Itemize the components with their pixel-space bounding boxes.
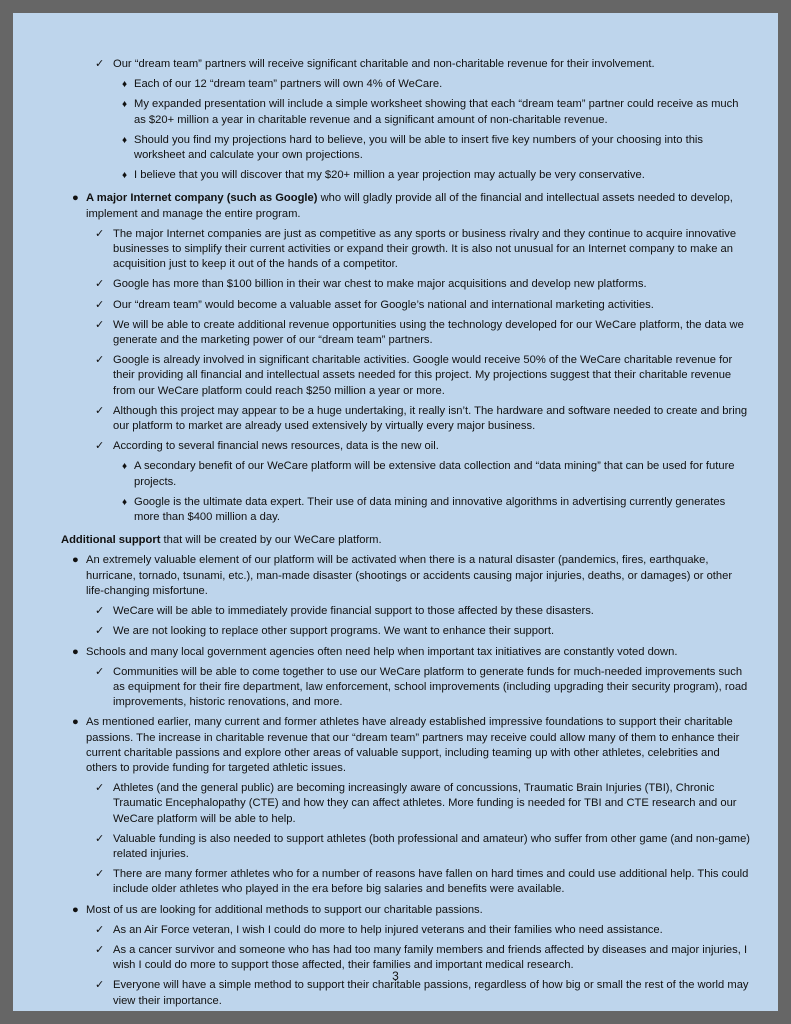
item-text: As mentioned earlier, many current and former athletes have already established impressive foundations to support their charitable passions. The increase in charitable revenue that our “dream team” partners may receive could allow many of them to enhance their current charitable passions and explore other areas of valuable support, including teaming up with other athletes, celebrities and others to provide funding for targeted athletic issues.	[86, 716, 740, 774]
checkmark-icon: ✓	[95, 354, 105, 367]
checkmark-icon: ✓	[95, 832, 105, 845]
checkmark-item	[95, 353, 752, 399]
diamond-subitem	[122, 133, 752, 163]
bullet-item	[72, 903, 752, 918]
page-number: 3	[392, 969, 399, 983]
bullet-icon: ●	[72, 645, 79, 658]
item-text: Each of our 12 “dream team” partners will own 4% of WeCare.	[134, 78, 443, 91]
item-text: Although this project may appear to be a huge undertaking, it really isn’t. The hardware and software needed to create and bring our platform to market are already used extensively by virtually every major business.	[113, 404, 748, 433]
bullet-icon: ●	[72, 554, 79, 567]
checkmark-icon: ✓	[95, 404, 105, 417]
item-text: Everyone will have a simple method to support their charitable passions, regardless of how big or small the rest of the world may view their importance.	[113, 979, 749, 1007]
checkmark-item	[95, 665, 752, 711]
checkmark-icon: ✓	[95, 979, 105, 992]
item-text: We are not looking to replace other support programs. We want to enhance their support.	[113, 625, 555, 638]
item-text: Google has more than $100 billion in their war chest to make major acquisitions and develop new platforms.	[113, 278, 647, 291]
item-text: WeCare will be able to immediately provide financial support to those affected by these disasters.	[113, 605, 594, 618]
checkmark-item	[95, 404, 752, 434]
item-text: The major Internet companies are just as competitive as any sports or business rivalry and they continue to acquire innovative businesses to simplify their current activities or expand their growth. It is also not unusual for an Internet company to make an acquisition just to keep it out of the hands of a competitor.	[113, 227, 737, 271]
checkmark-icon: ✓	[95, 58, 105, 70]
checkmark-item	[95, 277, 752, 292]
item-text: A secondary benefit of our WeCare platform will be extensive data collection and “data mining” that can be used for future projects.	[134, 460, 735, 488]
checkmark-icon: ✓	[95, 625, 105, 638]
bullet-icon: ●	[72, 192, 79, 205]
item-text: Google is the ultimate data expert. Their use of data mining and innovative algorithms in advertising currently generates more than $400 million a day.	[134, 495, 726, 524]
checkmark-icon: ✓	[95, 227, 105, 240]
checkmark-item	[95, 832, 752, 862]
bold-lead-text: A major Internet company (such as Google)	[86, 192, 318, 205]
item-text: Valuable funding is also needed to support athletes (both professional and amateur) who suffer from other game (and non-game) related injuries.	[113, 832, 751, 860]
item-text: that will be created by our WeCare platform.	[160, 534, 382, 547]
item-text: Our “dream team” partners will receive significant charitable and non-charitable revenue for their involvement.	[113, 58, 655, 70]
checkmark-icon: ✓	[95, 782, 105, 795]
checkmark-item	[95, 227, 752, 273]
checkmark-item	[95, 624, 752, 639]
diamond-icon: ♦	[122, 170, 128, 182]
item-text: Google is already involved in significant charitable activities. Google would receive 50% of the WeCare charitable revenue for their providing all financial and intellectual assets needed for this project. My projections suggest that their charitable revenue from our WeCare platform could reach $250 million a year or more.	[113, 354, 733, 397]
item-text: I believe that you will discover that my $20+ million a year projection may actually be very conservative.	[134, 169, 645, 182]
diamond-icon: ♦	[122, 79, 128, 91]
checkmark-icon: ✓	[95, 665, 105, 678]
checkmark-icon: ✓	[95, 440, 105, 453]
checkmark-icon: ✓	[95, 318, 105, 331]
item-text: Should you find my projections hard to believe, you will be able to insert five key numbers of your choosing into this worksheet and calculate your own projections.	[134, 133, 704, 162]
bullet-icon: ●	[72, 903, 79, 916]
checkmark-icon: ✓	[95, 605, 105, 618]
item-text: Our “dream team” would become a valuable asset for Google’s national and international marketing activities.	[113, 298, 654, 311]
checkmark-icon: ✓	[95, 868, 105, 881]
item-text: who will gladly provide all of the financial and intellectual assets needed to develop, implement and manage the entire program.	[86, 192, 733, 220]
checkmark-item	[95, 439, 752, 454]
item-text: As a cancer survivor and someone who has had too many family members and friends affected by diseases and major injuries, I wish I could do more to support those affected, their families and important medical research.	[113, 943, 748, 972]
checkmark-item	[95, 604, 752, 619]
diamond-subitem	[122, 97, 752, 127]
item-text: Athletes (and the general public) are becoming increasingly aware of concussions, Traumatic Brain Injuries (TBI), Chronic Traumatic Encephalopathy (CTE) and how they can affect athletes. More funding is needed for TBI and CTE research and our WeCare platform will be able to help.	[113, 782, 737, 825]
bullet-item	[72, 715, 752, 776]
bullet-item	[72, 191, 752, 221]
page-content	[61, 57, 752, 1009]
item-text: According to several financial news resources, data is the new oil.	[113, 440, 439, 453]
diamond-subitem	[122, 168, 752, 183]
checkmark-item	[95, 298, 752, 313]
item-text: Schools and many local government agencies often need help when important tax initiatives are constantly voted down.	[86, 645, 678, 658]
checkmark-icon: ✓	[95, 923, 105, 936]
item-text: There are many former athletes who for a number of reasons have fallen on hard times and could use additional help. This could include older athletes who played in the era before big salaries and benefits were available.	[113, 868, 749, 896]
section-heading-paragraph	[61, 533, 752, 548]
diamond-subitem	[122, 495, 752, 525]
diamond-icon: ♦	[122, 461, 128, 473]
item-text: Most of us are looking for additional methods to support our charitable passions.	[86, 903, 483, 916]
checkmark-icon: ✓	[95, 298, 105, 311]
bullet-item	[72, 645, 752, 660]
checkmark-item	[95, 318, 752, 348]
item-text: We will be able to create additional revenue opportunities using the technology developed for our WeCare platform, the data we generate and the marketing power of our “dream team” partners.	[113, 318, 744, 347]
diamond-icon: ♦	[122, 496, 128, 508]
diamond-subitem	[122, 77, 752, 92]
diamond-icon: ♦	[122, 99, 128, 111]
diamond-subitem	[122, 459, 752, 489]
item-text: As an Air Force veteran, I wish I could do more to help injured veterans and their families who need assistance.	[113, 923, 663, 936]
bullet-item	[72, 553, 752, 599]
item-text: An extremely valuable element of our platform will be activated when there is a natural disaster (pandemics, fires, earthquake, hurricane, tornado, tsunami, etc.), man-made disaster (shootings or accidents causing major injuries, deaths, or damages) or other life-changing misfortune.	[86, 554, 733, 597]
diamond-icon: ♦	[122, 134, 128, 146]
item-text: My expanded presentation will include a simple worksheet showing that each “dream team” partner could receive as much as $20+ million a year in charitable revenue and a significant amount of non-charitable revenue.	[134, 98, 739, 126]
document-page	[13, 13, 778, 1011]
checkmark-icon: ✓	[95, 278, 105, 291]
checkmark-item	[95, 781, 752, 827]
checkmark-item	[95, 57, 752, 72]
bullet-icon: ●	[72, 716, 79, 729]
checkmark-item	[95, 867, 752, 897]
bold-lead-text: Additional support	[61, 534, 161, 547]
item-text: Communities will be able to come together to use our WeCare platform to generate funds for much-needed improvements such as equipment for their fire department, law enforcement, school improvements (including upgrading their security program), road improvements, historic renovations, and more.	[113, 665, 748, 709]
checkmark-icon: ✓	[95, 943, 105, 956]
checkmark-item	[95, 923, 752, 938]
